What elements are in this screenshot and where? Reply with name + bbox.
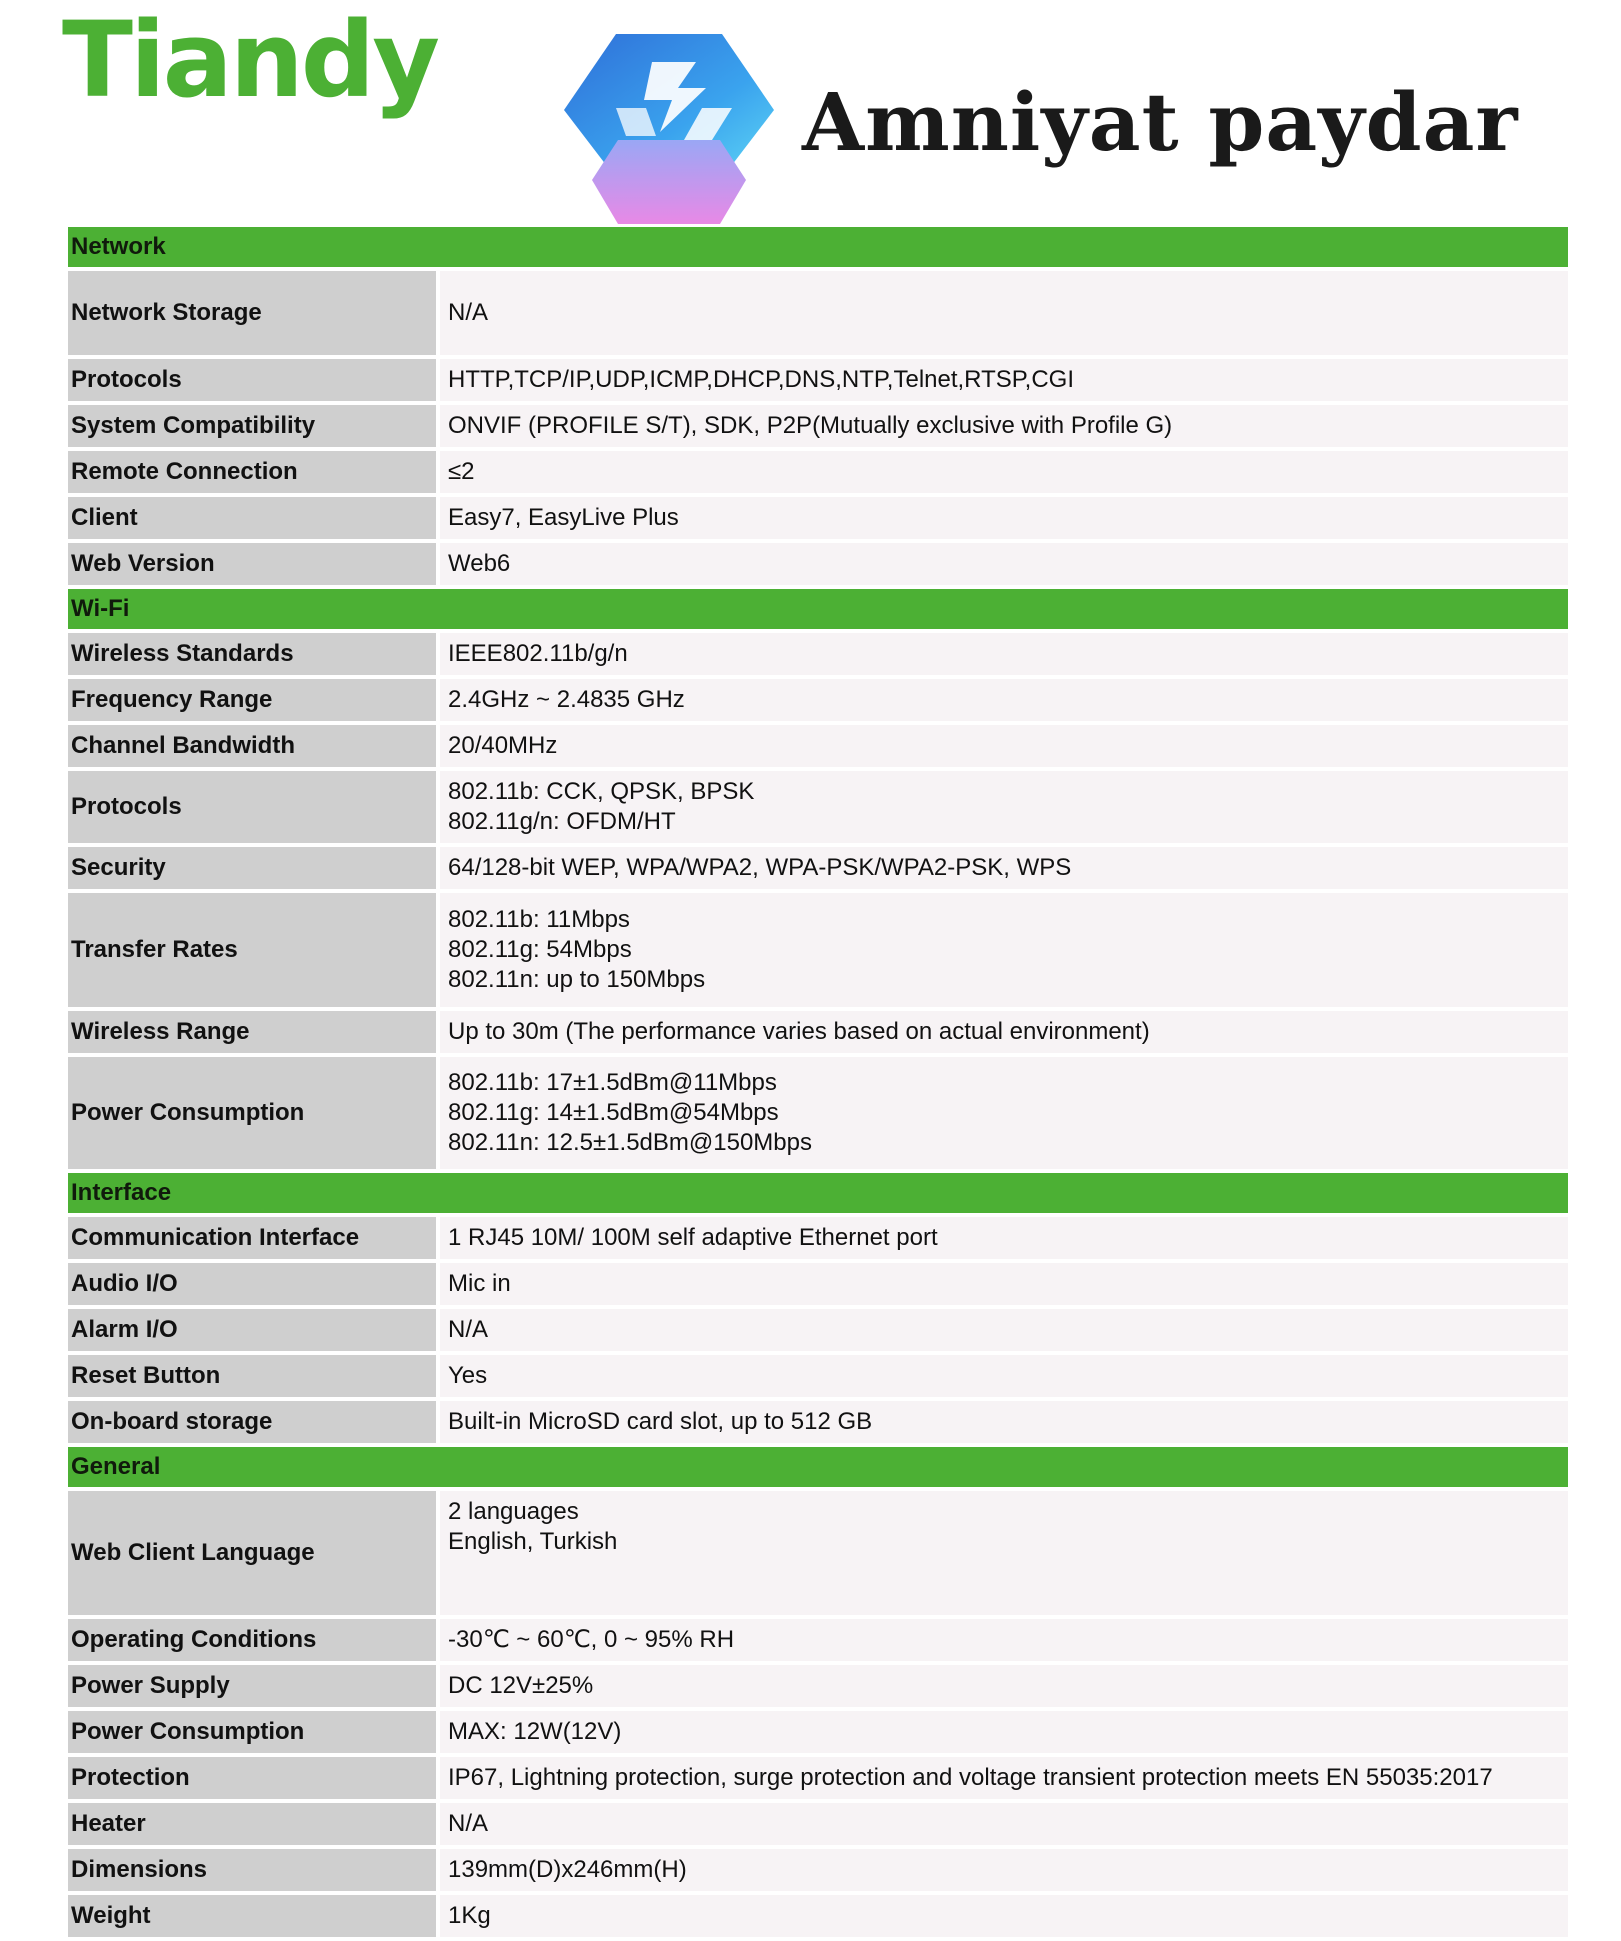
spec-value-line: DC 12V±25% xyxy=(448,1672,594,1699)
spec-row xyxy=(68,725,1568,767)
spec-value xyxy=(440,497,1568,539)
spec-label: Weight xyxy=(68,1895,440,1937)
spec-value xyxy=(440,893,1568,1007)
section-header-wi-fi xyxy=(68,589,1568,629)
spec-value-line: 802.11g/n: OFDM/HT xyxy=(448,808,676,835)
spec-row xyxy=(68,543,1568,585)
spec-value xyxy=(440,1355,1568,1397)
spec-row xyxy=(68,1665,1568,1707)
spec-value xyxy=(440,1309,1568,1351)
spec-value xyxy=(440,405,1568,447)
spec-value-line: 1 RJ45 10M/ 100M self adaptive Ethernet port xyxy=(448,1224,938,1251)
spec-value-line: Built-in MicroSD card slot, up to 512 GB xyxy=(448,1408,873,1435)
spec-label: Communication Interface xyxy=(68,1217,440,1259)
spec-row xyxy=(68,1011,1568,1053)
spec-value xyxy=(440,1895,1568,1937)
spec-value xyxy=(440,271,1568,355)
section-title: Interface xyxy=(68,1173,1568,1213)
spec-label: Operating Conditions xyxy=(68,1619,440,1661)
spec-row xyxy=(68,1619,1568,1661)
spec-value-line: 1Kg xyxy=(448,1902,491,1929)
spec-value-line: 20/40MHz xyxy=(448,732,558,759)
spec-value xyxy=(440,725,1568,767)
spec-label: Transfer Rates xyxy=(68,893,440,1007)
section-title: General xyxy=(68,1447,1568,1487)
spec-value-line: 2.4GHz ~ 2.4835 GHz xyxy=(448,686,685,713)
spec-value-line: English, Turkish xyxy=(448,1528,618,1555)
spec-label: Power Consumption xyxy=(68,1711,440,1753)
spec-value-line: 802.11g: 14±1.5dBm@54Mbps xyxy=(448,1099,779,1126)
page-header xyxy=(0,0,1621,225)
spec-row xyxy=(68,1309,1568,1351)
spec-value-line: N/A xyxy=(448,1316,489,1343)
spec-row xyxy=(68,1491,1568,1615)
hexagon-arrows-logo-icon xyxy=(556,28,782,228)
spec-row xyxy=(68,1263,1568,1305)
spec-value xyxy=(440,1011,1568,1053)
spec-value xyxy=(440,1711,1568,1753)
section-title: Wi-Fi xyxy=(68,589,1568,629)
spec-value-line: 802.11b: CCK, QPSK, BPSK xyxy=(448,778,755,805)
spec-value-line: 139mm(D)x246mm(H) xyxy=(448,1856,687,1883)
spec-value-line: N/A xyxy=(448,1810,489,1837)
spec-value xyxy=(440,1849,1568,1891)
spec-label: Alarm I/O xyxy=(68,1309,440,1351)
spec-value-line: 802.11b: 11Mbps xyxy=(448,906,630,933)
spec-value xyxy=(440,451,1568,493)
spec-row xyxy=(68,1849,1568,1891)
spec-value-line: HTTP,TCP/IP,UDP,ICMP,DHCP,DNS,NTP,Telnet,RTSP,CGI xyxy=(448,366,1074,393)
spec-label: On-board storage xyxy=(68,1401,440,1443)
spec-value-line: 802.11g: 54Mbps xyxy=(448,936,632,963)
spec-row xyxy=(68,633,1568,675)
spec-label: Web Client Language xyxy=(68,1491,440,1615)
spec-value-line: Yes xyxy=(448,1362,488,1389)
spec-row xyxy=(68,1057,1568,1169)
spec-value xyxy=(440,1803,1568,1845)
spec-value-line: 802.11b: 17±1.5dBm@11Mbps xyxy=(448,1069,777,1096)
spec-row xyxy=(68,1757,1568,1799)
spec-label: Power Consumption xyxy=(68,1057,440,1169)
spec-label: Audio I/O xyxy=(68,1263,440,1305)
spec-row xyxy=(68,1401,1568,1443)
spec-label: Security xyxy=(68,847,440,889)
spec-row xyxy=(68,405,1568,447)
spec-value xyxy=(440,359,1568,401)
spec-row xyxy=(68,847,1568,889)
spec-label: Protocols xyxy=(68,359,440,401)
spec-value xyxy=(440,1263,1568,1305)
spec-row xyxy=(68,893,1568,1007)
spec-value-line: N/A xyxy=(448,299,489,326)
spec-value-line: Mic in xyxy=(448,1270,511,1297)
spec-row xyxy=(68,679,1568,721)
spec-row xyxy=(68,359,1568,401)
spec-value xyxy=(440,679,1568,721)
spec-value xyxy=(440,1619,1568,1661)
spec-label: Dimensions xyxy=(68,1849,440,1891)
spec-value xyxy=(440,633,1568,675)
spec-value-line: Up to 30m (The performance varies based on actual environment) xyxy=(448,1018,1150,1045)
spec-value xyxy=(440,771,1568,843)
spec-value-line: Web6 xyxy=(448,550,511,577)
spec-value-line: 802.11n: up to 150Mbps xyxy=(448,966,706,993)
section-title: Network xyxy=(68,227,1568,267)
spec-value xyxy=(440,847,1568,889)
spec-value-line: 2 languages xyxy=(448,1498,579,1525)
spec-label: Client xyxy=(68,497,440,539)
spec-value-line: 64/128-bit WEP, WPA/WPA2, WPA-PSK/WPA2-PSK, WPS xyxy=(448,854,1072,881)
spec-value-line: IEEE802.11b/g/n xyxy=(448,640,628,667)
section-header-general xyxy=(68,1447,1568,1487)
spec-label: Power Supply xyxy=(68,1665,440,1707)
spec-row xyxy=(68,271,1568,355)
spec-row xyxy=(68,1355,1568,1397)
spec-label: Reset Button xyxy=(68,1355,440,1397)
spec-table xyxy=(68,223,1568,1941)
spec-label: Network Storage xyxy=(68,271,440,355)
spec-row xyxy=(68,1895,1568,1937)
spec-value-line: ≤2 xyxy=(448,458,475,485)
spec-label: System Compatibility xyxy=(68,405,440,447)
spec-value-line: Easy7, EasyLive Plus xyxy=(448,504,679,531)
spec-label: Remote Connection xyxy=(68,451,440,493)
spec-row xyxy=(68,1711,1568,1753)
spec-value xyxy=(440,543,1568,585)
spec-value xyxy=(440,1491,1568,1615)
spec-label: Wireless Standards xyxy=(68,633,440,675)
spec-label: Wireless Range xyxy=(68,1011,440,1053)
spec-value-line: IP67, Lightning protection, surge protection and voltage transient protection meets EN 55035:2017 xyxy=(448,1764,1493,1791)
spec-label: Frequency Range xyxy=(68,679,440,721)
tiandy-logo-text: Tiandy xyxy=(62,0,438,121)
spec-label: Heater xyxy=(68,1803,440,1845)
spec-value xyxy=(440,1057,1568,1169)
spec-value xyxy=(440,1665,1568,1707)
spec-label: Protocols xyxy=(68,771,440,843)
spec-label: Channel Bandwidth xyxy=(68,725,440,767)
section-header-interface xyxy=(68,1173,1568,1213)
spec-value-line: 802.11n: 12.5±1.5dBm@150Mbps xyxy=(448,1129,812,1156)
spec-value-line: MAX: 12W(12V) xyxy=(448,1718,622,1745)
spec-value xyxy=(440,1217,1568,1259)
amniyat-paydar-brand-text: Amniyat paydar xyxy=(802,75,1519,169)
spec-label: Web Version xyxy=(68,543,440,585)
spec-row xyxy=(68,1217,1568,1259)
spec-value-line: ONVIF (PROFILE S/T), SDK, P2P(Mutually exclusive with Profile G) xyxy=(448,412,1173,439)
spec-row xyxy=(68,771,1568,843)
spec-label: Protection xyxy=(68,1757,440,1799)
spec-value-line: -30℃ ~ 60℃, 0 ~ 95% RH xyxy=(448,1626,735,1653)
spec-row xyxy=(68,451,1568,493)
spec-value xyxy=(440,1757,1568,1799)
spec-row xyxy=(68,1803,1568,1845)
spec-value xyxy=(440,1401,1568,1443)
spec-row xyxy=(68,497,1568,539)
section-header-network xyxy=(68,227,1568,267)
